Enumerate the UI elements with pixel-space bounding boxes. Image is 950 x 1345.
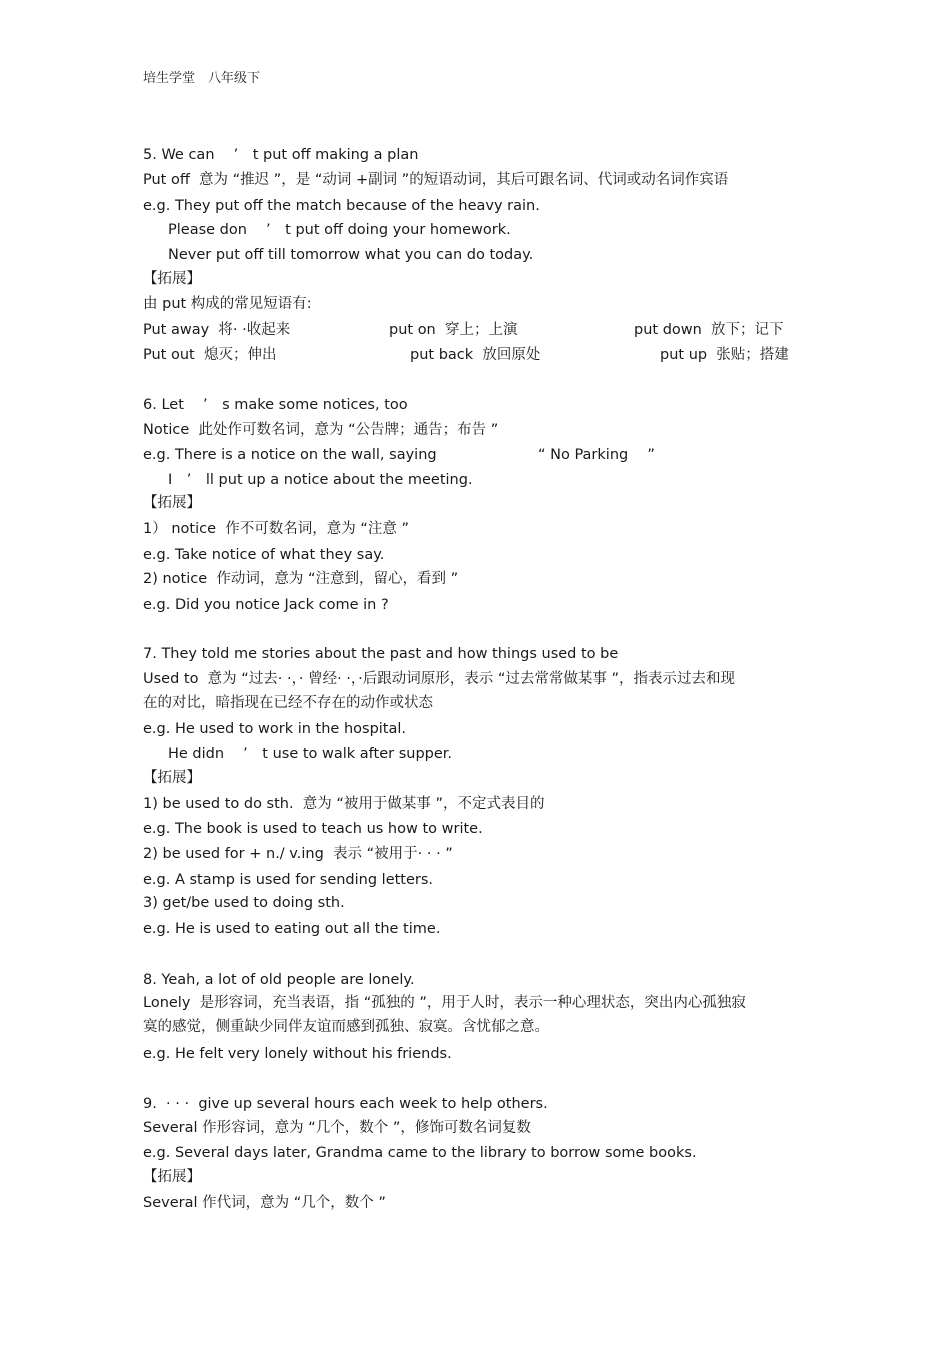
line-6-eg2: I ’ ll put up a notice about the meeting. [168, 472, 473, 488]
line-8-def-cont: 寞的感觉，侧重缺少同伴友谊而感到孤独、寂寞。含忧郁之意。 [143, 1019, 549, 1035]
line-6-eg1-quote: “ No Parking ” [538, 447, 655, 463]
line-5-expand: 【拓展】 [143, 271, 201, 287]
line-7-item2: 2) be used for + n./ v.ing 表示 “被用于· · · ” [143, 846, 453, 862]
line-9-eg: e.g. Several days later, Grandma came to the library to borrow some books. [143, 1145, 697, 1161]
line-9-def: Several 作形容词，意为 “几个，数个 ”，修饰可数名词复数 [143, 1120, 531, 1136]
line-6-def: Notice 此处作可数名词，意为 “公告牌；通告；布告 ” [143, 422, 499, 438]
line-8-def: Lonely 是形容词，充当表语，指 “孤独的 ”，用于人时，表示一种心理状态，突出内心孤独寂 [143, 995, 746, 1011]
line-7-title: 7. They told me stories about the past and how things used to be [143, 646, 619, 662]
line-5-intro: 由 put 构成的常见短语有: [143, 296, 312, 312]
phrase-put-out: Put out 熄灭；伸出 [143, 347, 277, 363]
line-6-item2-eg: e.g. Did you notice Jack come in ? [143, 597, 389, 613]
phrase-put-away: Put away 将· ·收起来 [143, 322, 291, 338]
phrase-put-on: put on 穿上；上演 [389, 322, 518, 338]
line-7-item1: 1) be used to do sth. 意为 “被用于做某事 ”，不定式表目的 [143, 796, 545, 812]
line-7-eg1: e.g. He used to work in the hospital. [143, 721, 407, 737]
line-8-title: 8. Yeah, a lot of old people are lonely. [143, 972, 415, 988]
phrase-put-back: put back 放回原处 [410, 347, 541, 363]
line-7-def-cont: 在的对比，暗指现在已经不存在的动作或状态 [143, 695, 433, 711]
line-6-eg1: e.g. There is a notice on the wall, saying [143, 447, 437, 463]
line-7-item2-eg: e.g. A stamp is used for sending letters. [143, 872, 434, 888]
line-9-title: 9. · · · give up several hours each week to help others. [143, 1096, 548, 1112]
page-header: 培生学堂 八年级下 [143, 71, 261, 86]
line-5-eg3: Never put off till tomorrow what you can do today. [168, 247, 534, 263]
phrase-put-up: put up 张贴；搭建 [660, 347, 789, 363]
line-6-item1: 1） notice 作不可数名词，意为 “注意 ” [143, 521, 409, 537]
line-7-item3: 3) get/be used to doing sth. [143, 895, 345, 911]
line-5-title: 5. We can ’ t put off making a plan [143, 147, 419, 163]
line-7-eg2: He didn ’ t use to walk after supper. [168, 746, 453, 762]
line-5-def: Put off 意为 “推迟 ”，是 “动词 +副词 ”的短语动词，其后可跟名词、代词或动名词作宾语 [143, 172, 729, 188]
line-6-title: 6. Let ’ s make some notices, too [143, 397, 408, 413]
line-6-item1-eg: e.g. Take notice of what they say. [143, 547, 385, 563]
line-5-eg2: Please don ’ t put off doing your homework. [168, 222, 511, 238]
line-6-item2: 2) notice 作动词，意为 “注意到，留心，看到 ” [143, 571, 459, 587]
line-7-item1-eg: e.g. The book is used to teach us how to write. [143, 821, 483, 837]
line-5-eg1: e.g. They put off the match because of the heavy rain. [143, 198, 540, 214]
line-9-item: Several 作代词，意为 “几个，数个 ” [143, 1195, 386, 1211]
line-7-item3-eg: e.g. He is used to eating out all the time. [143, 921, 441, 937]
phrase-put-down: put down 放下；记下 [634, 322, 784, 338]
line-9-expand: 【拓展】 [143, 1169, 201, 1185]
line-7-def: Used to 意为 “过去· ·，· 曾经· ·，·后跟动词原形，表示 “过去常常做某事 ”，指表示过去和现 [143, 671, 736, 687]
line-8-eg: e.g. He felt very lonely without his friends. [143, 1046, 452, 1062]
line-6-expand: 【拓展】 [143, 495, 201, 511]
line-7-expand: 【拓展】 [143, 770, 201, 786]
